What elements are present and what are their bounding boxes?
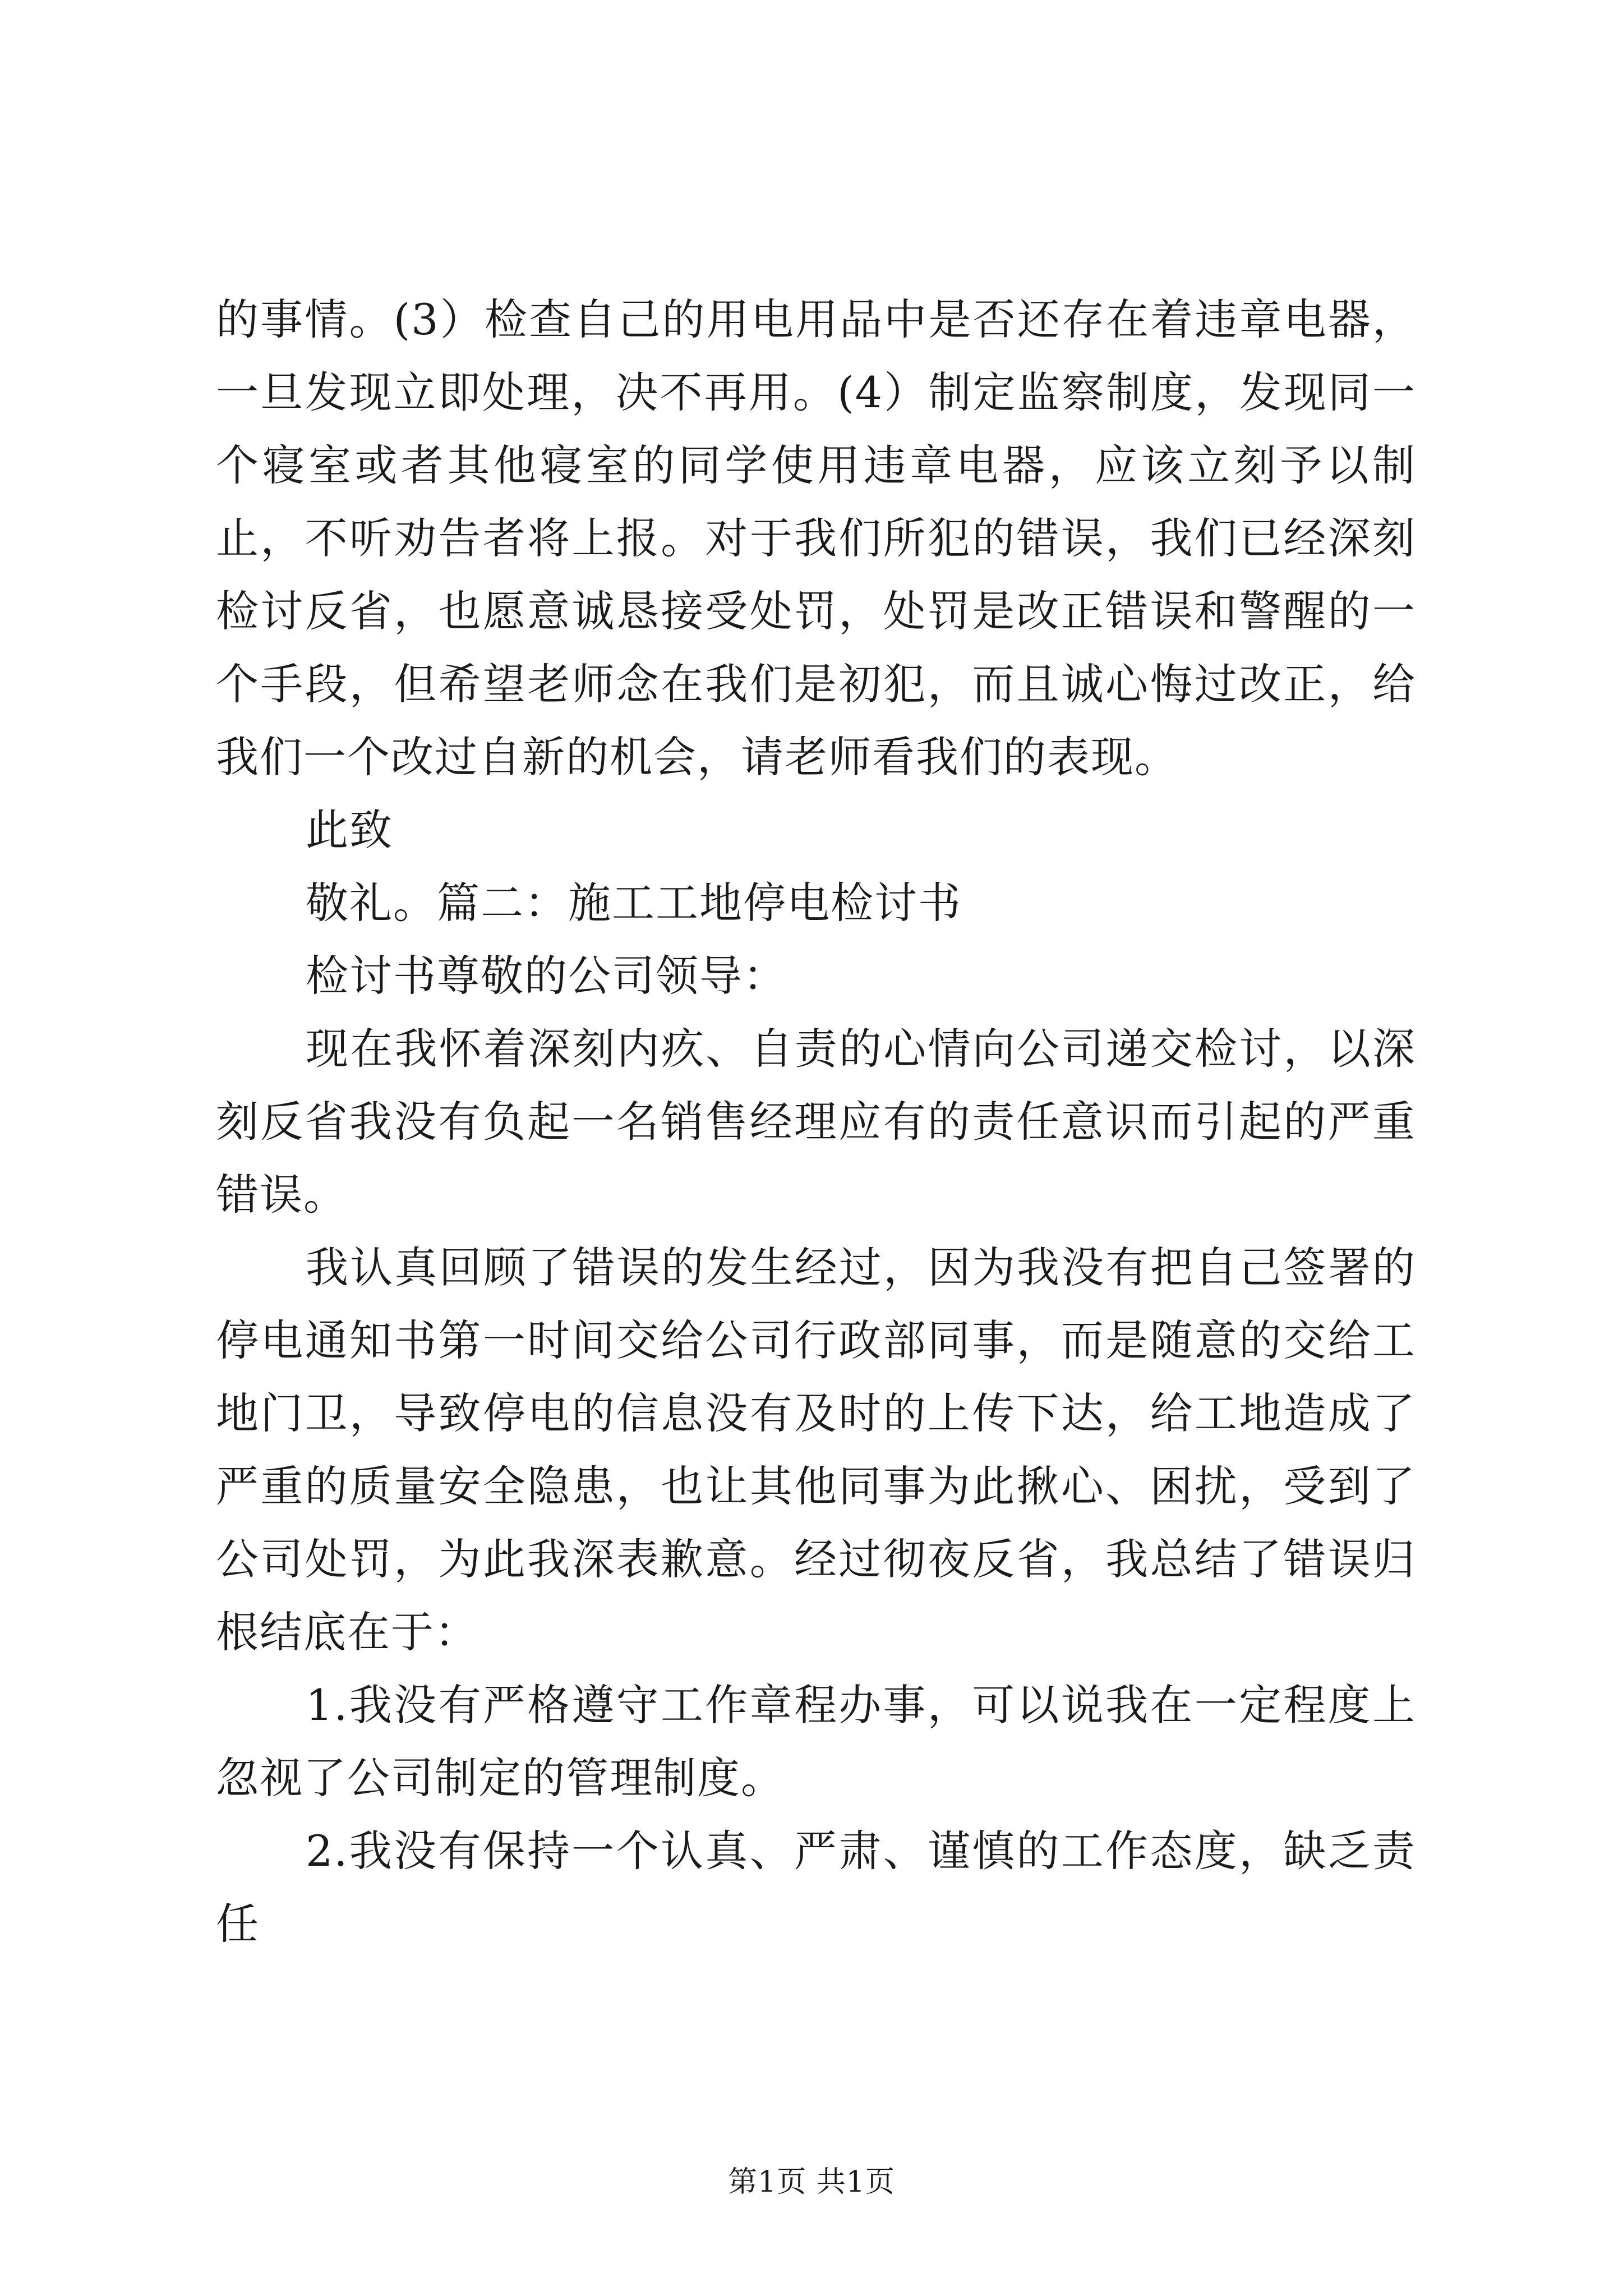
document-body: [216, 283, 1416, 1961]
paragraph-review: 我认真回顾了错误的发生经过，因为我没有把自己签署的停电通知书第一时间交给公司行政部同事，而是随意的交给工地门卫，导致停电的信息没有及时的上传下达，给工地造成了严重的质量安全隐患，也让其他同事为此揪心、困扰，受到了公司处罚，为此我深表歉意。经过彻夜反省，我总结了错误归根结底在于：: [216, 1243, 1416, 1657]
page-number-label: 第1页 共1页: [728, 2165, 895, 2199]
paragraph-intro: 现在我怀着深刻内疚、自责的心情向公司递交检讨，以深刻反省我没有负起一名销售经理应有的责任意识而引起的严重错误。: [216, 1024, 1416, 1220]
paragraph-letter-greeting: 检讨书尊敬的公司领导：: [306, 951, 787, 1001]
paragraph-continuation: 的事情。(3）检查自己的用电用品中是否还存在着违章电器，一旦发现立即处理，决不再用。(4）制定监察制度，发现同一个寝室或者其他寝室的同学使用违章电器，应该立刻予以制止，不听劝告者将上报。对于我们所犯的错误，我们已经深刻检讨反省，也愿意诚恳接受处罚，处罚是改正错误和警醒的一个手段，但希望老师念在我们是初犯，而且诚心悔过改正，给我们一个改过自新的机会，请老师看我们的表现。: [216, 295, 1416, 782]
paragraph-point-2: 2.我没有保持一个认真、严肃、谨慎的工作态度，缺乏责任: [216, 1826, 1416, 1949]
paragraph-point-1: 1.我没有严格遵守工作章程办事，可以说我在一定程度上忽视了公司制定的管理制度。: [216, 1680, 1416, 1803]
paragraph-salutation-cizhi: 此致: [306, 805, 393, 855]
page-footer: [0, 2165, 1623, 2199]
paragraph-jingli-section-title: 敬礼。篇二：施工工地停电检讨书: [306, 878, 962, 928]
